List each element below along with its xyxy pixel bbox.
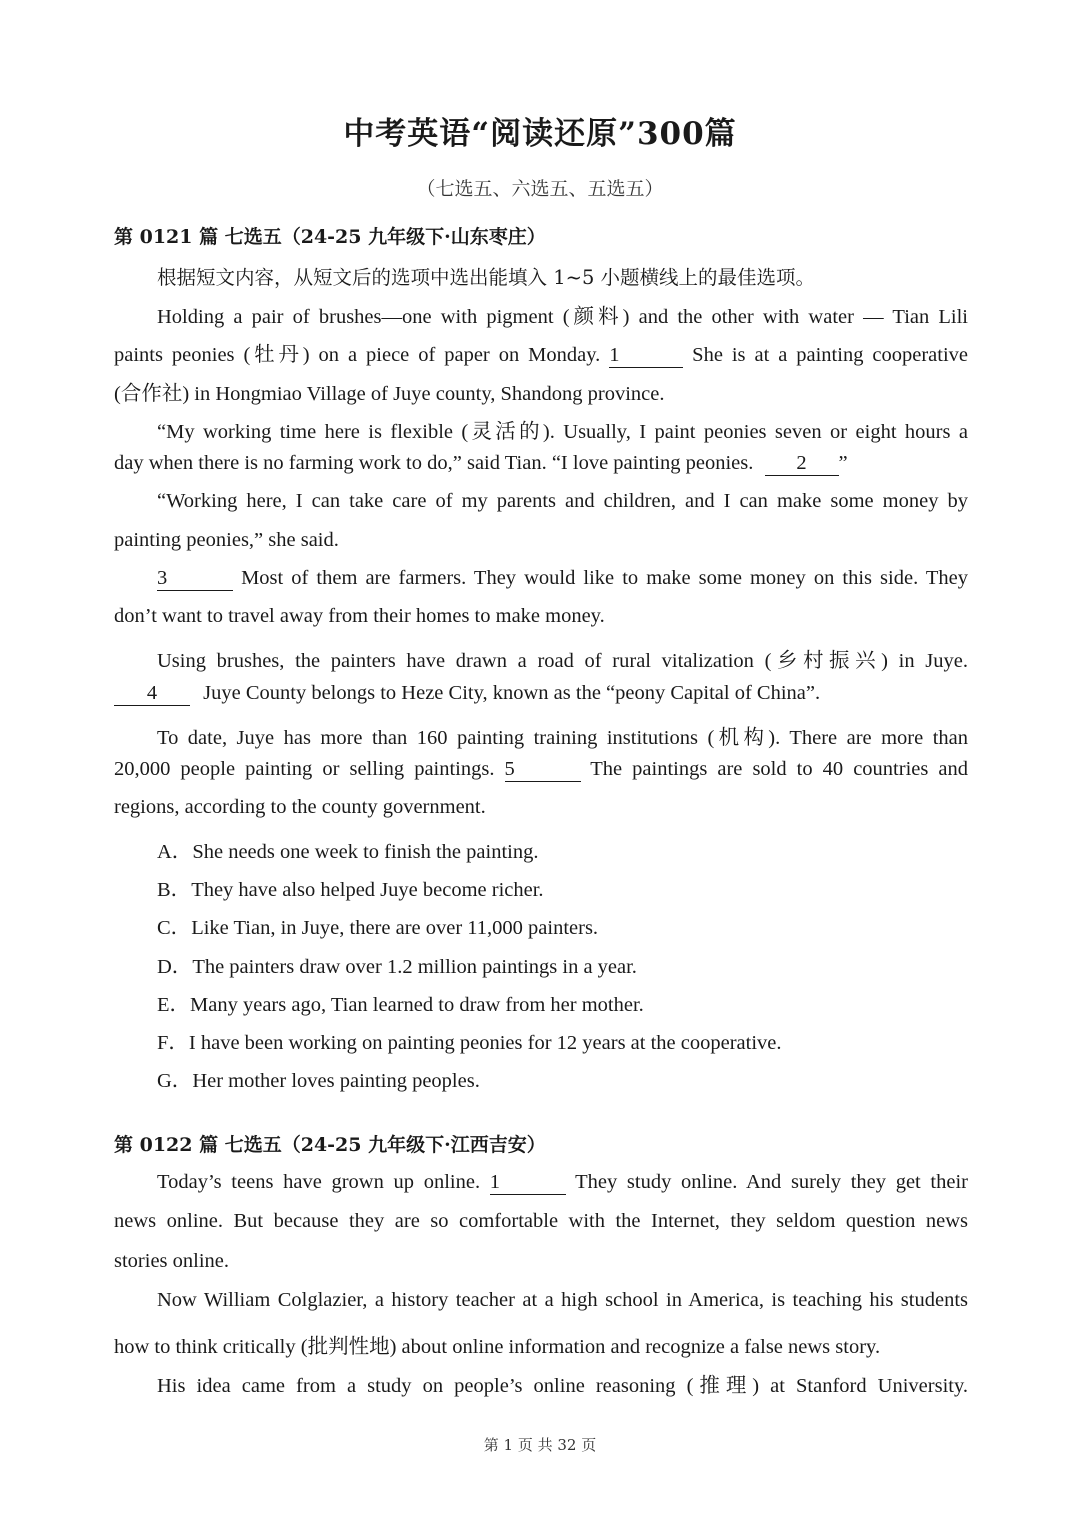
- option-letter: F．: [157, 1032, 189, 1054]
- option-text: Like Tian, in Juye, there are over 11,000 painters.: [191, 917, 599, 939]
- text-segment: 20,000 people painting or selling paintings.: [114, 758, 495, 780]
- passage-0121-line: Holding a pair of brushes—one with pigment (颜料) and the other with water — Tian Lili: [157, 306, 968, 328]
- passage-0121-line: [114, 452, 848, 476]
- option-text: They have also helped Juye become richer.: [191, 879, 544, 901]
- text-segment: The paintings are sold to 40 countries and: [590, 758, 969, 780]
- passage-0121-line: regions, according to the county government.: [114, 796, 486, 818]
- page-footer: 第 1 页 共 32 页: [483, 1436, 597, 1454]
- passage-0122-heading: 第 0122 篇 七选五（24-25 九年级下·江西吉安）: [114, 1134, 546, 1156]
- passage-0121-line: Using brushes, the painters have drawn a road of rural vitalization (乡村振兴) in Juye.: [157, 650, 968, 672]
- passage-0121-line: (合作社) in Hongmiao Village of Juye county, Shandong province.: [114, 383, 665, 405]
- option-letter: E．: [157, 994, 191, 1016]
- option-text: I have been working on painting peonies for 12 years at the cooperative.: [188, 1032, 782, 1054]
- passage-0122-line: news online. But because they are so comfortable with the Internet, they seldom question news: [114, 1210, 968, 1232]
- passage-0121-line: “Working here, I can take care of my parents and children, and I can make some money by: [157, 490, 968, 512]
- document-subtitle: （七选五、六选五、五选五）: [416, 178, 664, 200]
- option-text: Many years ago, Tian learned to draw from her mother.: [190, 994, 644, 1016]
- document-title: 中考英语“阅读还原”300篇: [343, 116, 737, 152]
- blank-3: 3: [157, 568, 233, 591]
- passage-0121-heading: 第 0121 篇 七选五（24-25 九年级下·山东枣庄）: [114, 226, 546, 248]
- blank-5: 5: [505, 759, 581, 782]
- option-letter: C．: [157, 917, 192, 939]
- blank-1: 1: [609, 345, 683, 368]
- option-e: [157, 987, 644, 1017]
- passage-0122-line: His idea came from a study on people’s online reasoning (推理) at Stanford University.: [157, 1375, 968, 1397]
- passage-0121-line: To date, Juye has more than 160 painting training institutions (机构). There are more than: [157, 727, 968, 749]
- option-letter: A．: [157, 841, 193, 863]
- option-letter: G．: [157, 1070, 193, 1092]
- passage-0122-line: [157, 1171, 968, 1195]
- passage-0121-line: don’t want to travel away from their homes to make money.: [114, 605, 605, 627]
- passage-0121-line: [114, 682, 820, 706]
- passage-0121-line: [157, 567, 968, 591]
- blank-1: 1: [490, 1172, 566, 1195]
- blank-4: 4: [114, 683, 190, 706]
- passage-0122-line: how to think critically (批判性地) about online information and recognize a false news story.: [114, 1336, 881, 1358]
- option-text: Her mother loves painting peoples.: [192, 1070, 480, 1092]
- blank-2: 2: [765, 453, 839, 476]
- text-segment: Today’s teens have grown up online.: [157, 1171, 481, 1193]
- option-g: [157, 1063, 480, 1093]
- option-a: [157, 834, 538, 864]
- passage-0121-line: [114, 337, 968, 368]
- text-segment: They study online. And surely they get their: [575, 1171, 969, 1193]
- option-text: The painters draw over 1.2 million paintings in a year.: [192, 956, 637, 978]
- text-segment: Juye County belongs to Heze City, known as the “peony Capital of China”.: [203, 682, 821, 704]
- option-letter: B．: [157, 879, 192, 901]
- text-segment: Most of them are farmers. They would like to make some money on this side. They: [241, 567, 968, 589]
- passage-0121-line: painting peonies,” she said.: [114, 529, 339, 551]
- option-text: She needs one week to finish the painting.: [192, 841, 539, 863]
- text-segment: day when there is no farming work to do,” said Tian. “I love painting peonies.: [114, 452, 754, 474]
- option-f: [157, 1025, 782, 1055]
- option-b: [157, 872, 544, 902]
- passage-0121-line: “My working time here is flexible (灵活的). Usually, I paint peonies seven or eight hours a: [157, 421, 968, 443]
- option-d: [157, 949, 637, 979]
- passage-0121-instruction: 根据短文内容，从短文后的选项中选出能填入 1~5 小题横线上的最佳选项。: [157, 266, 816, 289]
- passage-0122-line: stories online.: [114, 1250, 230, 1272]
- text-segment: She is at a painting cooperative: [692, 344, 969, 366]
- passage-0122-line: Now William Colglazier, a history teacher at a high school in America, is teaching his students: [157, 1289, 968, 1311]
- passage-0121-line: [114, 758, 968, 782]
- text-segment: ”: [838, 452, 848, 474]
- option-letter: D．: [157, 956, 193, 978]
- option-c: [157, 910, 598, 940]
- text-segment: paints peonies (牡丹) on a piece of paper on Monday.: [114, 344, 601, 366]
